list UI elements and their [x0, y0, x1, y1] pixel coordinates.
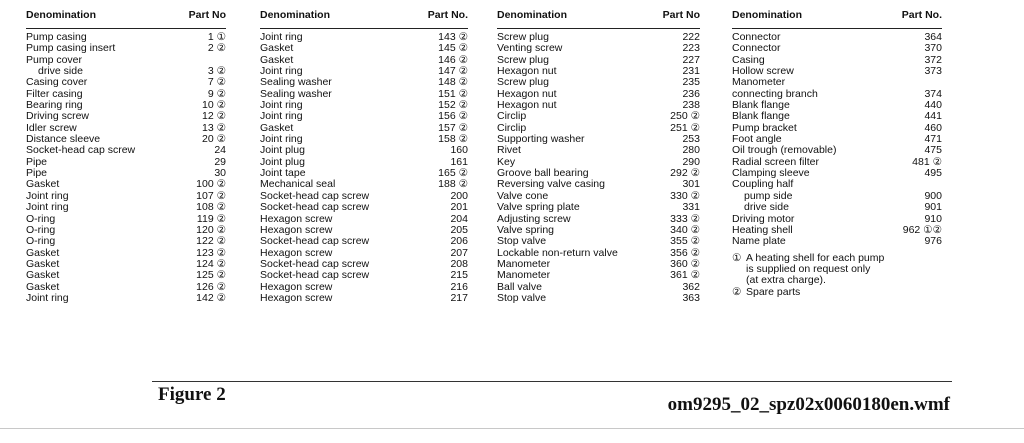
parts-row	[26, 293, 226, 304]
part-denomination: Pipe	[26, 167, 48, 180]
part-denomination: Hexagon screw	[260, 280, 333, 293]
part-number: 217	[450, 291, 468, 304]
part-denomination: Gasket	[260, 53, 294, 66]
parts-row	[260, 202, 468, 213]
parts-row	[497, 293, 700, 304]
part-denomination: pump side	[744, 189, 793, 202]
part-number: 900	[924, 189, 942, 202]
footnote	[732, 287, 942, 298]
part-denomination: Distance sleeve	[26, 133, 101, 146]
parts-row	[260, 236, 468, 247]
part-number: 145 ②	[438, 42, 468, 55]
part-number: 143 ②	[438, 31, 468, 43]
part-denomination: Joint plug	[260, 155, 305, 168]
parts-row	[497, 145, 700, 156]
part-denomination: Hexagon screw	[260, 291, 333, 304]
part-denomination: Foot angle	[732, 133, 782, 146]
part-denomination: Circlip	[497, 110, 527, 123]
part-number: 24	[214, 144, 226, 157]
part-number: 290	[682, 155, 700, 168]
part-denomination: Idler screw	[26, 121, 77, 134]
header-part-no: Part No.	[901, 9, 942, 21]
part-number: 107 ②	[196, 189, 226, 202]
footnote-text: A heating shell for each pump is supplied on request only (at extra charge).	[746, 251, 885, 287]
part-number: 123 ②	[196, 246, 226, 259]
part-denomination: Gasket	[26, 178, 60, 191]
header-denomination: Denomination	[260, 9, 330, 21]
header-rule	[260, 28, 468, 29]
part-number: 125 ②	[196, 269, 226, 282]
part-denomination: Reversing valve casing	[497, 178, 605, 191]
part-denomination: Manometer	[497, 257, 551, 270]
part-number: 201	[450, 201, 468, 214]
part-denomination: Casing	[732, 53, 765, 66]
part-denomination: O-ring	[26, 212, 56, 225]
parts-row	[732, 202, 942, 213]
caption-divider	[152, 381, 952, 382]
parts-row	[497, 43, 700, 54]
parts-row	[497, 236, 700, 247]
part-denomination: Gasket	[26, 280, 60, 293]
part-denomination: Oil trough (removable)	[732, 144, 837, 157]
part-denomination: Gasket	[26, 257, 60, 270]
part-number: 227	[682, 53, 700, 66]
footnotes	[732, 253, 942, 298]
part-number: 124 ②	[196, 257, 226, 270]
part-denomination: connecting branch	[732, 87, 818, 100]
part-number: 208	[450, 257, 468, 270]
part-denomination: Driving motor	[732, 212, 795, 225]
parts-row	[497, 202, 700, 213]
part-number: 158 ②	[438, 133, 468, 146]
part-denomination: Gasket	[26, 269, 60, 282]
part-denomination: Rivet	[497, 144, 521, 157]
part-denomination: Venting screw	[497, 42, 563, 55]
header-denomination: Denomination	[497, 9, 567, 21]
part-number: 222	[682, 31, 700, 43]
column-header	[497, 10, 700, 24]
part-denomination: Valve spring	[497, 223, 555, 236]
part-denomination: Socket-head cap screw	[260, 269, 370, 282]
part-number: 9 ②	[207, 87, 226, 100]
bottom-divider	[0, 428, 1024, 429]
part-denomination: Driving screw	[26, 110, 90, 123]
part-denomination: Bearing ring	[26, 99, 83, 112]
column-header	[260, 10, 468, 24]
part-denomination: Blank flange	[732, 110, 790, 123]
parts-row	[497, 270, 700, 281]
parts-column-1	[26, 10, 226, 304]
part-denomination: Socket-head cap screw	[260, 235, 370, 248]
part-number: 188 ②	[438, 178, 468, 191]
part-number: 235	[682, 76, 700, 89]
part-number: 475	[924, 144, 942, 157]
part-number: 30	[214, 167, 226, 180]
part-denomination: Manometer	[732, 76, 786, 89]
part-denomination: Filter casing	[26, 87, 83, 100]
parts-column-2	[260, 10, 468, 304]
part-number: 440	[924, 99, 942, 112]
header-denomination: Denomination	[732, 9, 802, 21]
part-number: 301	[682, 178, 700, 191]
part-denomination: Coupling half	[732, 178, 794, 191]
part-number: 157 ②	[438, 121, 468, 134]
part-number: 363	[682, 291, 700, 304]
footnote-symbol: ②	[732, 285, 742, 298]
part-denomination: Heating shell	[732, 223, 793, 236]
parts-row	[26, 236, 226, 247]
header-rule	[26, 28, 226, 29]
part-number: 364	[924, 31, 942, 43]
part-number: 215	[450, 269, 468, 282]
part-number: 362	[682, 280, 700, 293]
parts-row	[732, 43, 942, 54]
part-denomination: Stop valve	[497, 235, 547, 248]
part-number: 10 ②	[201, 99, 226, 112]
part-number: 280	[682, 144, 700, 157]
part-denomination: Joint ring	[260, 133, 303, 146]
part-number: 976	[924, 235, 942, 248]
part-number: 962 ①②	[902, 223, 942, 236]
part-number: 108 ②	[196, 201, 226, 214]
part-number: 373	[924, 65, 942, 78]
part-denomination: Gasket	[260, 42, 294, 55]
parts-row	[26, 145, 226, 156]
part-denomination: Clamping sleeve	[732, 167, 810, 180]
part-number: 12 ②	[201, 110, 226, 123]
part-number: 165 ②	[438, 167, 468, 180]
header-part-no: Part No.	[427, 9, 468, 21]
parts-column-4	[732, 10, 942, 298]
parts-row	[26, 202, 226, 213]
part-denomination: Screw plug	[497, 76, 549, 89]
part-denomination: Radial screen filter	[732, 155, 819, 168]
part-number: 156 ②	[438, 110, 468, 123]
part-number: 331	[682, 201, 700, 214]
part-denomination: Joint ring	[26, 201, 69, 214]
part-number: 361 ②	[670, 269, 700, 282]
part-denomination: Pump cover	[26, 53, 83, 66]
part-denomination: Hexagon nut	[497, 65, 557, 78]
part-number: 250 ②	[670, 110, 700, 123]
part-number: 901	[924, 201, 942, 214]
part-denomination: Lockable non-return valve	[497, 246, 618, 259]
part-number: 330 ②	[670, 189, 700, 202]
part-number: 13 ②	[201, 121, 226, 134]
part-denomination: Screw plug	[497, 31, 549, 43]
part-number: 100 ②	[196, 178, 226, 191]
part-number: 355 ②	[670, 235, 700, 248]
part-denomination: Manometer	[497, 269, 551, 282]
part-number: 119 ②	[196, 212, 226, 225]
header-rule	[732, 28, 942, 29]
part-denomination: Sealing washer	[260, 87, 332, 100]
header-part-no: Part No	[662, 9, 700, 21]
part-number: 216	[450, 280, 468, 293]
part-denomination: Hollow screw	[732, 65, 794, 78]
part-number: 148 ②	[438, 76, 468, 89]
part-denomination: Adjusting screw	[497, 212, 571, 225]
part-denomination: Casing cover	[26, 76, 88, 89]
part-denomination: Socket-head cap screw	[26, 144, 136, 157]
part-denomination: Ball valve	[497, 280, 542, 293]
part-number: 372	[924, 53, 942, 66]
part-number: 495	[924, 167, 942, 180]
part-number: 251 ②	[670, 121, 700, 134]
part-number: 122 ②	[196, 235, 226, 248]
part-number: 120 ②	[196, 223, 226, 236]
part-number: 207	[450, 246, 468, 259]
part-number: 146 ②	[438, 53, 468, 66]
part-denomination: Socket-head cap screw	[260, 257, 370, 270]
part-denomination: Valve cone	[497, 189, 549, 202]
part-denomination: Hexagon screw	[260, 246, 333, 259]
part-number: 333 ②	[670, 212, 700, 225]
part-number: 370	[924, 42, 942, 55]
footnote-symbol: ①	[732, 251, 742, 264]
parts-row	[26, 43, 226, 54]
part-denomination: Joint ring	[260, 31, 303, 43]
part-number: 151 ②	[438, 87, 468, 100]
part-number: 2 ②	[207, 42, 226, 55]
part-number: 340 ②	[670, 223, 700, 236]
part-number: 223	[682, 42, 700, 55]
part-denomination: Hexagon nut	[497, 99, 557, 112]
part-denomination: Pump casing insert	[26, 42, 116, 55]
part-denomination: Sealing washer	[260, 76, 332, 89]
part-number: 374	[924, 87, 942, 100]
part-number: 205	[450, 223, 468, 236]
part-number: 161	[450, 155, 468, 168]
parts-row	[26, 157, 226, 168]
part-denomination: Connector	[732, 31, 781, 43]
part-denomination: Joint ring	[260, 99, 303, 112]
footnote	[732, 253, 942, 287]
part-denomination: O-ring	[26, 235, 56, 248]
parts-column-3	[497, 10, 700, 304]
part-denomination: Circlip	[497, 121, 527, 134]
footnote-text: Spare parts	[746, 285, 801, 298]
part-denomination: Socket-head cap screw	[260, 189, 370, 202]
part-denomination: Supporting washer	[497, 133, 585, 146]
part-denomination: Joint ring	[26, 291, 69, 304]
part-denomination: Groove ball bearing	[497, 167, 589, 180]
part-denomination: Pump casing	[26, 31, 87, 43]
part-number: 1 ①	[207, 31, 226, 43]
file-name-label: om9295_02_spz02x0060180en.wmf	[667, 394, 950, 415]
part-number: 236	[682, 87, 700, 100]
part-denomination: drive side	[744, 201, 789, 214]
part-denomination: Stop valve	[497, 291, 547, 304]
part-denomination: O-ring	[26, 223, 56, 236]
part-number: 441	[924, 110, 942, 123]
part-number: 147 ②	[438, 65, 468, 78]
part-denomination: drive side	[38, 65, 83, 78]
parts-row	[26, 270, 226, 281]
part-number: 360 ②	[670, 257, 700, 270]
parts-row	[260, 43, 468, 54]
part-denomination: Hexagon screw	[260, 223, 333, 236]
header-part-no: Part No	[188, 9, 226, 21]
part-denomination: Joint tape	[260, 167, 306, 180]
part-number: 29	[214, 155, 226, 168]
part-denomination: Hexagon screw	[260, 212, 333, 225]
part-denomination: Name plate	[732, 235, 786, 248]
part-denomination: Gasket	[26, 246, 60, 259]
part-denomination: Joint ring	[26, 189, 69, 202]
part-denomination: Joint ring	[260, 110, 303, 123]
part-denomination: Pump bracket	[732, 121, 797, 134]
part-number: 126 ②	[196, 280, 226, 293]
part-number: 3 ②	[207, 65, 226, 78]
part-denomination: Hexagon nut	[497, 87, 557, 100]
part-denomination: Valve spring plate	[497, 201, 580, 214]
part-number: 460	[924, 121, 942, 134]
part-denomination: Joint plug	[260, 144, 305, 157]
part-number: 292 ②	[670, 167, 700, 180]
part-denomination: Key	[497, 155, 516, 168]
part-number: 20 ②	[201, 133, 226, 146]
parts-row	[497, 134, 700, 145]
part-number: 160	[450, 144, 468, 157]
part-denomination: Screw plug	[497, 53, 549, 66]
parts-row	[732, 236, 942, 247]
part-number: 238	[682, 99, 700, 112]
column-header	[732, 10, 942, 24]
column-header	[26, 10, 226, 24]
header-denomination: Denomination	[26, 9, 96, 21]
part-number: 910	[924, 212, 942, 225]
parts-row	[260, 270, 468, 281]
part-number: 471	[924, 133, 942, 146]
part-denomination: Joint ring	[260, 65, 303, 78]
part-denomination: Pipe	[26, 155, 48, 168]
part-number: 200	[450, 189, 468, 202]
part-number: 356 ②	[670, 246, 700, 259]
part-number: 204	[450, 212, 468, 225]
part-number: 142 ②	[196, 291, 226, 304]
part-denomination: Gasket	[260, 121, 294, 134]
figure-label: Figure 2	[158, 384, 226, 405]
part-number: 231	[682, 65, 700, 78]
header-rule	[497, 28, 700, 29]
part-number: 7 ②	[207, 76, 226, 89]
parts-row	[260, 293, 468, 304]
part-denomination: Blank flange	[732, 99, 790, 112]
part-denomination: Mechanical seal	[260, 178, 336, 191]
part-number: 481 ②	[912, 155, 942, 168]
part-number: 152 ②	[438, 99, 468, 112]
part-denomination: Connector	[732, 42, 781, 55]
part-number: 206	[450, 235, 468, 248]
part-number: 253	[682, 133, 700, 146]
part-denomination: Socket-head cap screw	[260, 201, 370, 214]
